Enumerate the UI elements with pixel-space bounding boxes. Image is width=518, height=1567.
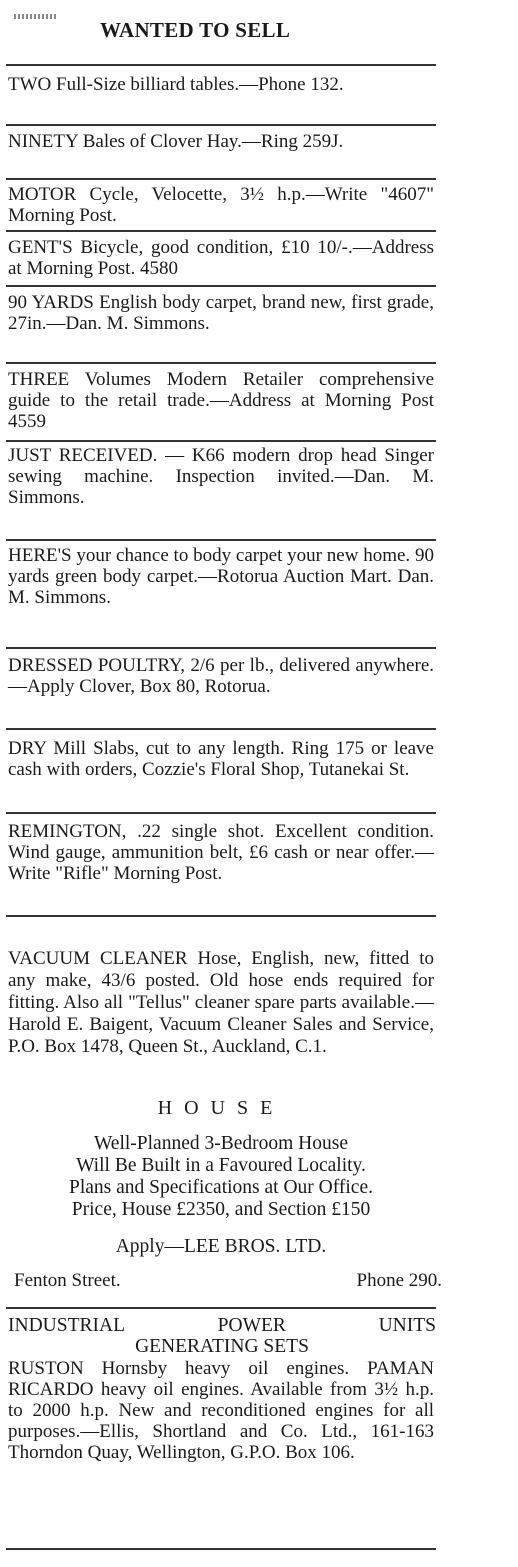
divider [6,539,436,541]
classified-ad: NINETY Bales of Clover Hay.—Ring 259J. [8,131,344,152]
house-ad-phone: Phone 290. [356,1270,442,1291]
house-ad-apply: Apply—LEE BROS. LTD. [115,1236,327,1257]
classified-ad: DRESSED POULTRY, 2/6 per lb., delivered anywhere.—Apply Clover, Box 80, Rotorua. [8,655,434,697]
classified-ad: MOTOR Cycle, Velocette, 3½ h.p.—Write "4607" Morning Post. [8,184,434,226]
house-ad-contact [14,1270,442,1292]
industrial-ad-title [8,1315,436,1357]
classified-ad: TWO Full-Size billiard tables.—Phone 132. [8,74,344,95]
industrial-title-line2: GENERATING SETS [135,1336,309,1357]
divider [6,285,436,287]
section-heading: WANTED TO SELL [100,18,291,42]
classified-ad: 90 YARDS English body carpet, brand new, first grade, 27in.—Dan. M. Simmons. [8,292,434,334]
classified-ad: DRY Mill Slabs, cut to any length. Ring 175 or leave cash with orders, Cozzie's Floral Shop, Tutanekai St. [8,738,434,780]
industrial-title-word: INDUSTRIAL [8,1315,125,1336]
divider [6,362,436,364]
divider [6,728,436,730]
classified-ad: THREE Volumes Modern Retailer comprehensive guide to the retail trade.—Address at Morning Post 4559 [8,369,434,432]
divider [6,178,436,180]
house-ad-line: Plans and Specifications at Our Office. [69,1177,373,1198]
classified-ad: REMINGTON, .22 single shot. Excellent condition. Wind gauge, ammunition belt, £6 cash or near offer.—Write "Rifle" Morning Post. [8,821,434,884]
house-ad-line: Well-Planned 3-Bedroom House [93,1133,349,1154]
divider [6,915,436,917]
divider [6,440,436,442]
industrial-title-word: UNITS [378,1315,436,1336]
house-ad-line: Price, House £2350, and Section £150 [71,1199,371,1220]
divider [6,647,436,649]
house-ad-address: Fenton Street. [14,1270,121,1291]
classified-ad: VACUUM CLEANER Hose, English, new, fitted to any make, 43/6 posted. Old hose ends required for fitting. Also all "Tellus" cleaner spare parts available.—Harold E. Baigent, Vacuum Cleaner Sales and Service, P.O. Box 1478, Queen St., Auckland, C.1. [8,948,434,1057]
house-ad-title: HOUSE [157,1097,285,1119]
print-smudge [14,14,56,19]
divider [6,1307,436,1309]
classified-ad: JUST RECEIVED. — K66 modern drop head Singer sewing machine. Inspection invited.—Dan. M. Simmons. [8,445,434,508]
house-ad-line: Will Be Built in a Favoured Locality. [76,1155,366,1176]
classified-ad: HERE'S your chance to body carpet your new home. 90 yards green body carpet.—Rotorua Auction Mart. Dan. M. Simmons. [8,545,434,608]
classified-ad: GENT'S Bicycle, good condition, £10 10/-.—Address at Morning Post. 4580 [8,237,434,279]
divider [6,1548,436,1550]
divider [6,64,436,66]
divider [6,124,436,126]
divider [6,812,436,814]
divider [6,230,436,232]
classified-ad: RUSTON Hornsby heavy oil engines. PAMAN RICARDO heavy oil engines. Available from 3½ h.p. to 2000 h.p. New and reconditioned engines for all purposes.—Ellis, Shortland and Co. Ltd., 161-163 Thorndon Quay, Wellington, G.P.O. Box 106. [8,1358,434,1463]
industrial-title-word: POWER [217,1315,286,1336]
